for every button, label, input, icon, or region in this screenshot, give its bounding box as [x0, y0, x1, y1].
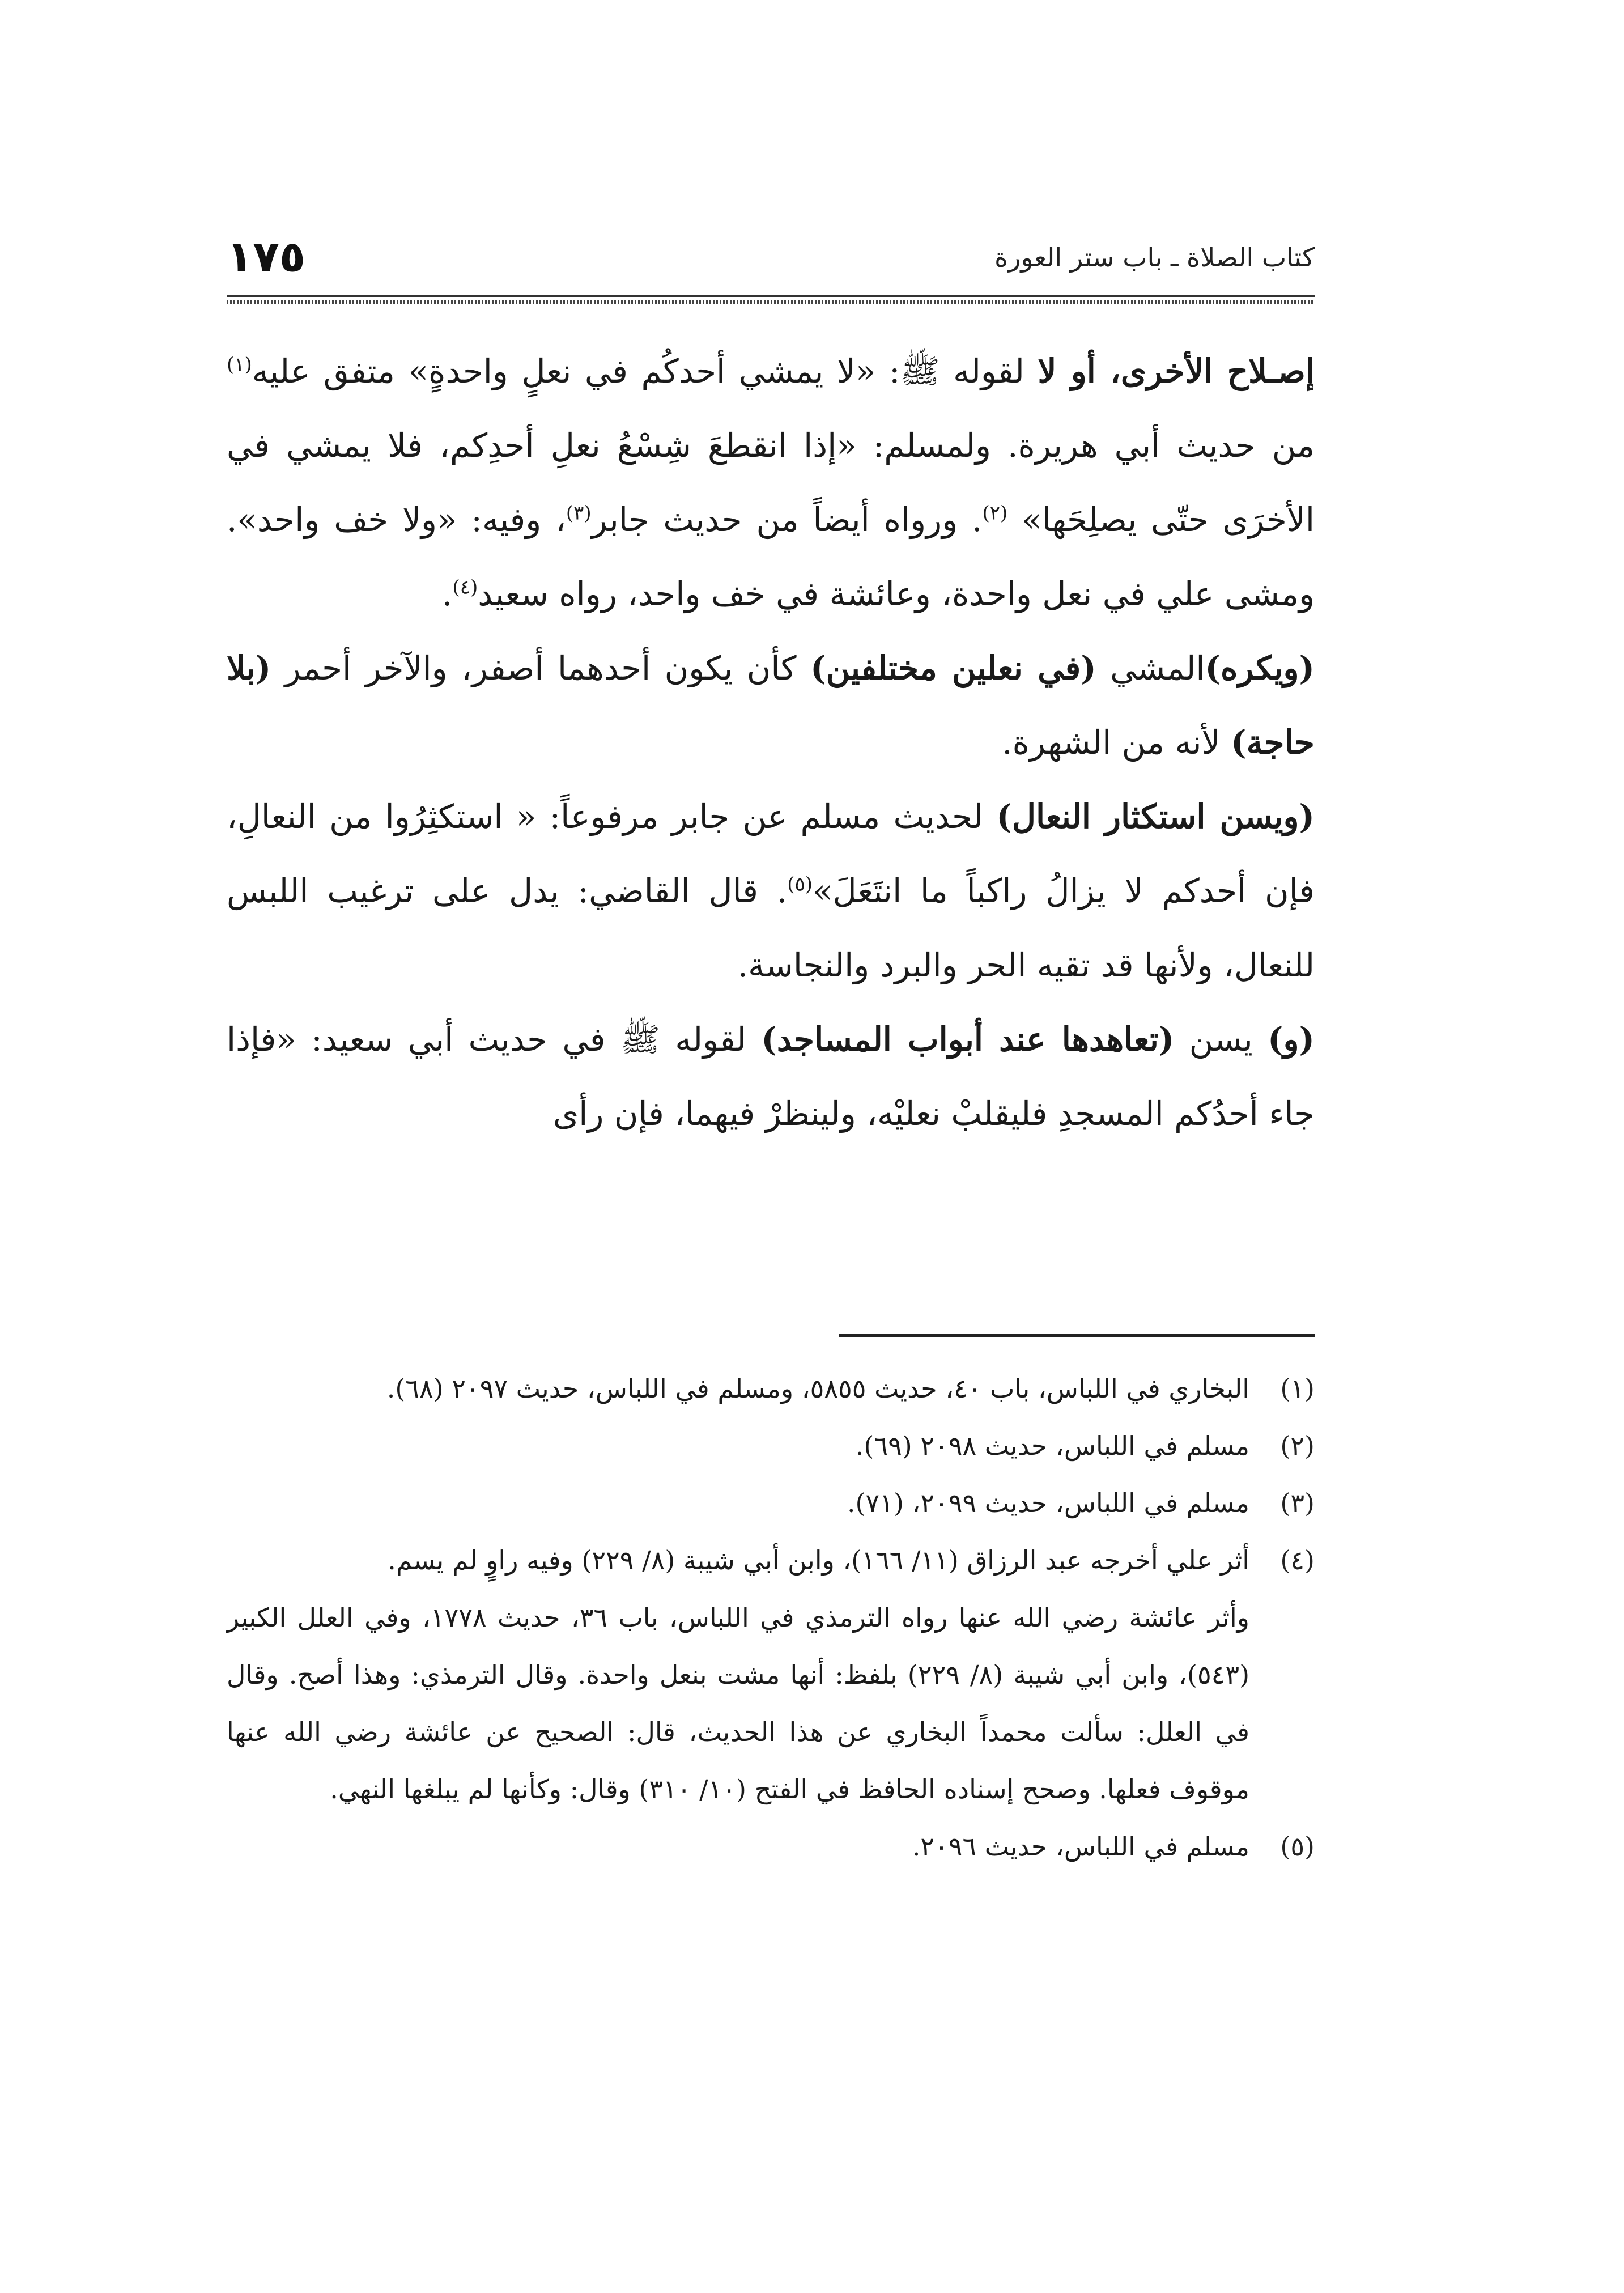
- text-run: . ورواه أيضاً من حديث جابر: [591, 500, 983, 539]
- footnote: [227, 1360, 1315, 1417]
- bold-phrase: (في نعلين مختلفين): [810, 649, 1096, 687]
- footnote: [227, 1475, 1315, 1532]
- paragraph-1: [227, 334, 1315, 631]
- paragraph-3: [227, 780, 1315, 1003]
- bold-phrase: (ويسن استكثار النعال): [996, 797, 1315, 836]
- bold-phrase: (ويكره): [1205, 649, 1315, 687]
- footnote-text: مسلم في اللباس، حديث ٢٠٩٦.: [912, 1831, 1249, 1862]
- footnote-separator: [839, 1334, 1315, 1337]
- page-header: [227, 224, 1315, 292]
- text-run: .: [442, 575, 453, 613]
- footnote: [227, 1532, 1315, 1818]
- footnote-text: البخاري في اللباس، باب ٤٠، حديث ٥٨٥٥، ومسلم في اللباس، حديث ٢٠٩٧ (٦٨).: [386, 1373, 1249, 1404]
- footnote-number: (٥): [1280, 1831, 1315, 1862]
- main-text: [227, 334, 1315, 1151]
- footnote-text: مسلم في اللباس، حديث ٢٠٩٨ (٦٩).: [855, 1430, 1249, 1461]
- footnote-number: (٤): [1280, 1545, 1315, 1576]
- footnote-number: (٢): [1280, 1430, 1315, 1461]
- footnote-number: (٣): [1280, 1488, 1315, 1518]
- paragraph-4: [227, 1003, 1315, 1151]
- text-run: ، وفيه: «ولا خف واحد». ومشى علي في نعل واحدة، وعائشة في خف واحد، رواه سعيد: [227, 500, 1315, 613]
- footnote-ref: (١): [227, 353, 252, 376]
- text-run: كأن يكون أحدهما أصفر، والآخر أحمر: [271, 649, 811, 687]
- bold-phrase: (بلا حاجة): [227, 649, 1315, 762]
- text-run: لأنه من الشهرة.: [1002, 723, 1231, 762]
- footnote-text: أثر علي أخرجه عبد الرزاق (١١/ ١٦٦)، وابن أبي شيبة (٨/ ٢٢٩) وفيه راوٍ لم يسم.: [388, 1545, 1249, 1576]
- bold-phrase: (تعاهدها عند أبواب المساجد): [761, 1020, 1175, 1059]
- bold-phrase: إصـلاح الأخرى، أو لا: [1038, 352, 1315, 390]
- running-title: كتاب الصلاة ـ باب ستر العورة: [994, 242, 1315, 273]
- footnote-ref: (٤): [452, 576, 478, 599]
- footnote: [227, 1818, 1315, 1875]
- page-number: ١٧٥: [227, 231, 306, 282]
- footnote-number: (١): [1280, 1373, 1315, 1404]
- text-run: يسن: [1174, 1020, 1268, 1059]
- footnote-text: مسلم في اللباس، حديث ٢٠٩٩، (٧١).: [847, 1488, 1249, 1518]
- text-run: لقوله ﷺ: «لا يمشي أحدكُم في نعلٍ واحدةٍ» متفق عليه: [252, 352, 1038, 390]
- header-rule: [227, 295, 1315, 306]
- footnote-ref: (٣): [566, 502, 592, 525]
- text-run: المشي: [1096, 649, 1205, 687]
- footnote-ref: (٥): [787, 873, 813, 896]
- text-run: لحديث مسلم عن جابر مرفوعاً: « استكثِرُوا من النعالِ، فإن أحدكم لا يزالُ راكباً ما انتَعَلَ»: [227, 797, 1315, 910]
- bold-phrase: (و): [1268, 1020, 1315, 1059]
- text-run: من حديث أبي هريرة. ولمسلم: «إذا انقطعَ شِسْعُ نعلِ أحدِكم، فلا يمشي في الأخرَى حتّى يصلِحَها»: [227, 426, 1315, 539]
- footnote-text: وأثر عائشة رضي الله عنها رواه الترمذي في اللباس، باب ٣٦، حديث ١٧٧٨، وفي العلل الكبير (٥٤٣)، وابن أبي شيبة (٨/ ٢٢٩) بلفظ: أنها مشت بنعل واحدة. وقال الترمذي: وهذا أصح. وقال في العلل: سألت محمداً البخاري عن هذا الحديث، قال: الصحيح عن عائشة رضي الله عنها موقوف فعلها. وصحح إسناده الحافظ في الفتح (١٠/ ٣١٠) وقال: وكأنها لم يبلغها النهي.: [227, 1602, 1250, 1804]
- footnote: [227, 1417, 1315, 1475]
- text-run: . قال القاضي: يدل على ترغيب اللبس للنعال، ولأنها قد تقيه الحر والبرد والنجاسة.: [227, 872, 1315, 984]
- footnote-ref: (٢): [982, 502, 1008, 525]
- footnotes: [227, 1360, 1315, 1875]
- paragraph-2: [227, 631, 1315, 780]
- text-run: لقوله ﷺ في حديث أبي سعيد: «فإذا جاء أحدُكم المسجدِ فليقلبْ نعليْه، ولينظرْ فيهما، فإن رأى: [227, 1020, 1315, 1133]
